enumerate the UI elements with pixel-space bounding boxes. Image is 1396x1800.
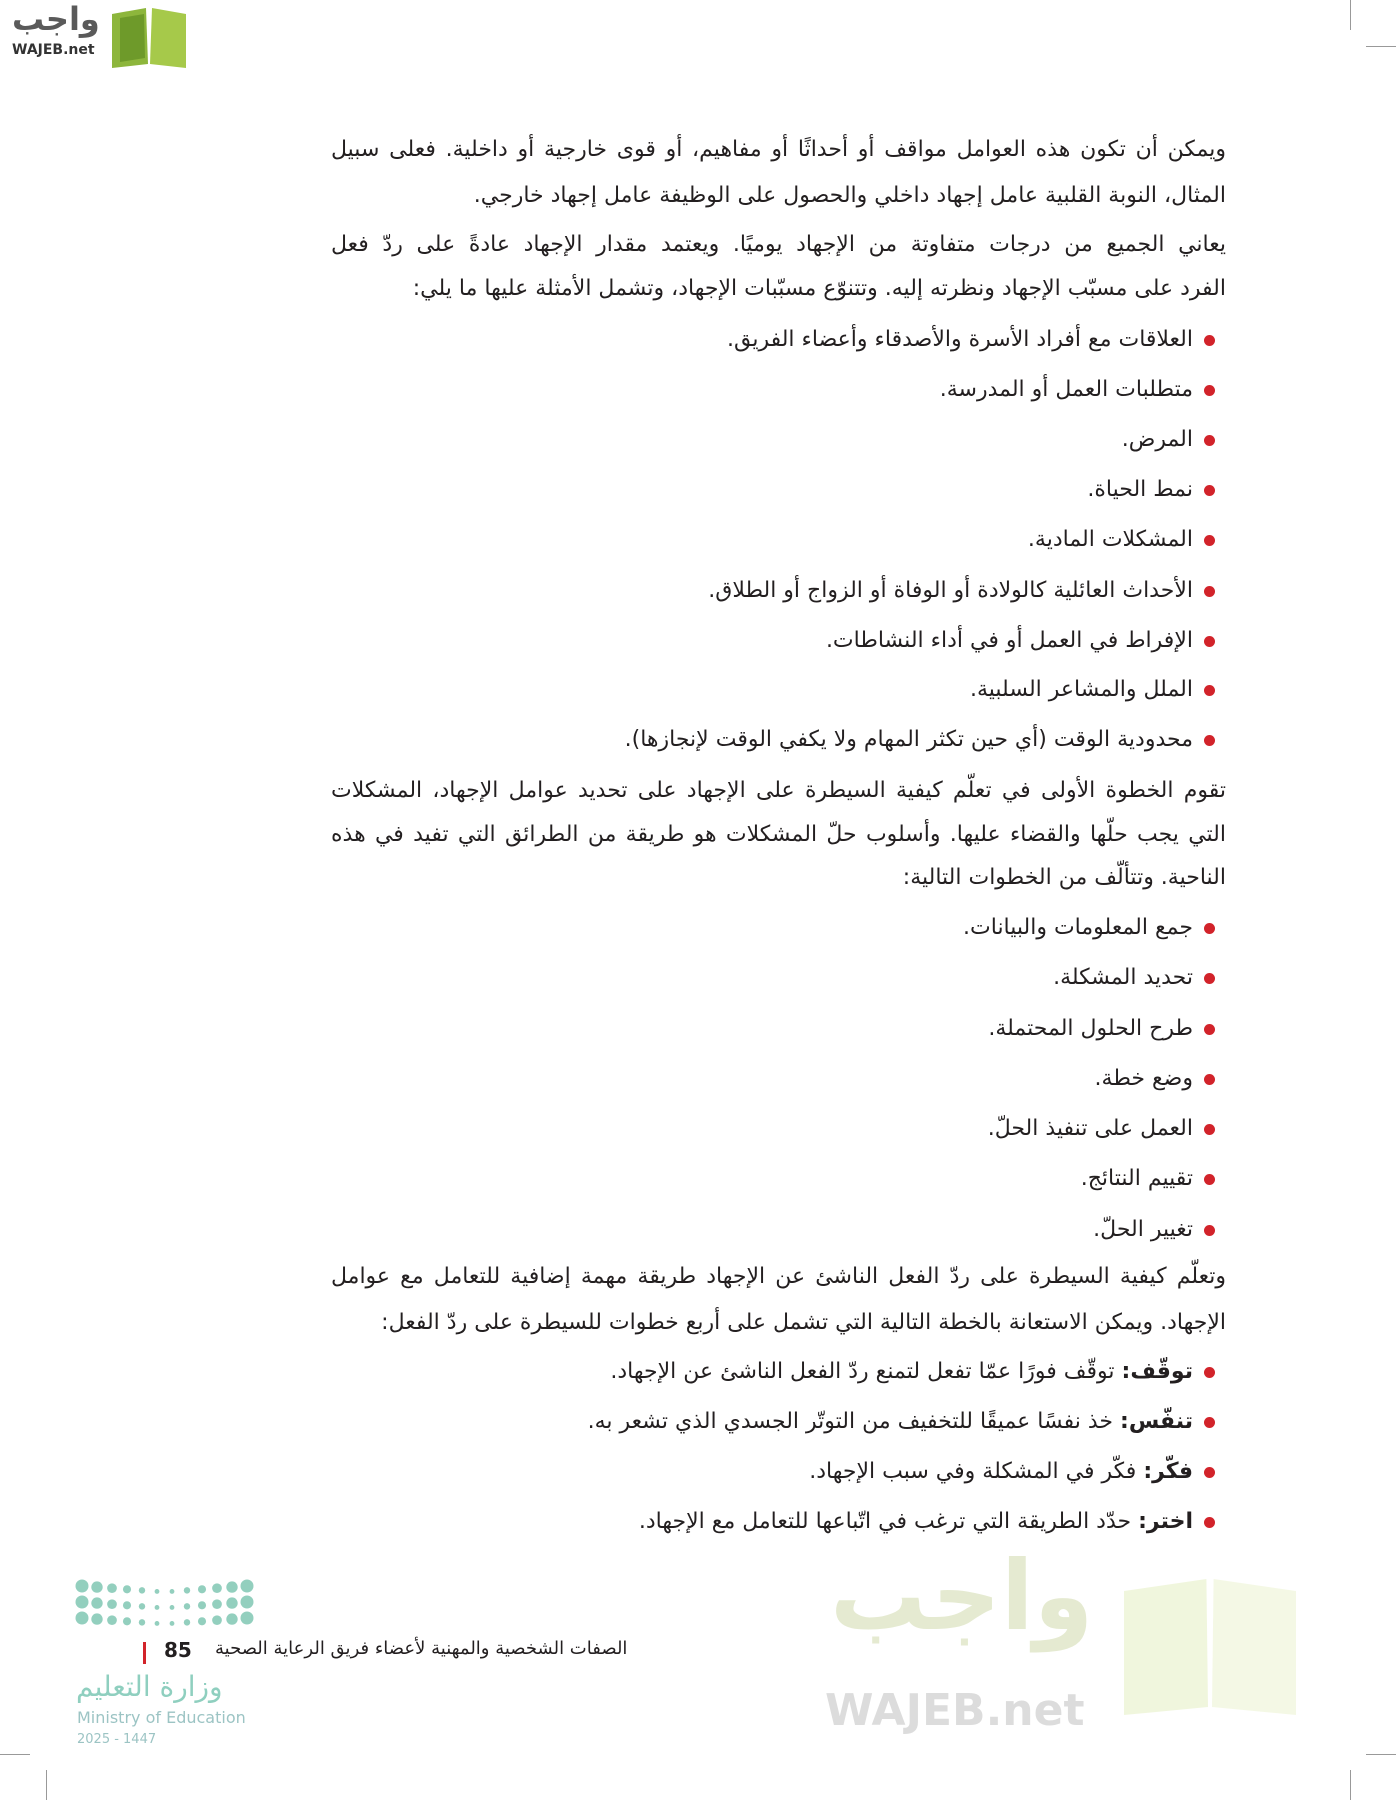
list-item [809, 1455, 1193, 1489]
list-item [970, 673, 1193, 707]
list-item-text: تقييم النتائج. [1080, 1166, 1193, 1191]
list-item [625, 723, 1193, 757]
bullet-icon [1204, 685, 1215, 696]
paragraph-line: الإجهاد. ويمكن الاستعانة بالخطة التالية التي تشمل على أربع خطوات للسيطرة على ردّ الفعل: [381, 1310, 1226, 1335]
list-item [639, 1505, 1193, 1539]
list-item-text: الأحداث العائلية كالولادة أو الوفاة أو الزواج أو الطلاق. [708, 578, 1193, 603]
list-item-label: توقّف: [1121, 1359, 1193, 1384]
list-item-text: توقّف فورًا عمّا تفعل لتمنع ردّ الفعل الناشئ عن الإجهاد. [610, 1359, 1122, 1384]
list-item [1093, 1213, 1193, 1247]
list-item-label: فكّر: [1143, 1459, 1193, 1484]
list-item [1028, 523, 1193, 557]
paragraph-line: تقوم الخطوة الأولى في تعلّم كيفية السيطرة على الإجهاد على تحديد عوامل الإجهاد، المشكلات [331, 778, 1226, 803]
bullet-icon [1204, 636, 1215, 647]
book-title: الصفات الشخصية والمهنية لأعضاء فريق الرعاية الصحية [215, 1638, 628, 1659]
bullet-icon [1204, 335, 1215, 346]
list-item-text: وضع خطة. [1094, 1066, 1193, 1091]
bullet-icon [1204, 485, 1215, 496]
list-item-label: اختر: [1138, 1509, 1193, 1534]
list-item-text: تحديد المشكلة. [1053, 965, 1193, 990]
list-item [1122, 423, 1193, 457]
list-item-text: نمط الحياة. [1087, 477, 1193, 502]
logo-dot [123, 1617, 131, 1625]
book-icon [108, 4, 190, 68]
bullet-icon [1204, 586, 1215, 597]
bullet-icon [1204, 1024, 1215, 1035]
logo-dot [184, 1603, 190, 1609]
list-item-text: المرض. [1121, 427, 1193, 452]
wajeb-logo [8, 0, 190, 68]
crop-mark [46, 1770, 47, 1800]
logo-dot [155, 1621, 160, 1626]
list-item [1053, 961, 1193, 995]
logo-dot [76, 1596, 89, 1609]
page-divider [143, 1642, 146, 1664]
logo-dot [107, 1615, 117, 1625]
list-item [826, 624, 1193, 658]
logo-dot [91, 1597, 102, 1608]
logo-dot [170, 1605, 175, 1610]
logo-dot [212, 1583, 222, 1593]
list-item-text: متطلبات العمل أو المدرسة. [939, 377, 1193, 402]
paragraph-line: يعاني الجميع من درجات متفاوتة من الإجهاد يوميًا. ويعتمد مقدار الإجهاد عادةً على ردّ فعل [331, 232, 1226, 257]
bullet-icon [1204, 1367, 1215, 1378]
list-item-text: طرح الحلول المحتملة. [988, 1016, 1193, 1041]
list-item-text: الإفراط في العمل أو في أداء النشاطات. [825, 628, 1193, 653]
logo-dot [107, 1583, 117, 1593]
logo-dot [155, 1589, 160, 1594]
bullet-icon [1204, 1124, 1215, 1135]
logo-dot [241, 1596, 254, 1609]
ministry-arabic: وزارة التعليم [76, 1670, 223, 1703]
logo-dot [170, 1589, 175, 1594]
watermark-arabic: واجب [830, 1540, 1094, 1652]
bullet-icon [1204, 1074, 1215, 1085]
list-item [1095, 1062, 1193, 1096]
logo-latin: WAJEB.net [12, 42, 95, 58]
paragraph-line: الناحية. وتتألّف من الخطوات التالية: [902, 865, 1226, 890]
bullet-icon [1204, 735, 1215, 746]
logo-dot [76, 1580, 89, 1593]
crop-mark [0, 1754, 30, 1755]
list-item-text: محدودية الوقت (أي حين تكثر المهام ولا يكفي الوقت لإنجازها). [624, 727, 1193, 752]
logo-dot [107, 1599, 117, 1609]
list-item-text: العمل على تنفيذ الحلّ. [987, 1116, 1193, 1141]
ministry-logo-dots [74, 1578, 254, 1638]
crop-mark [1366, 1754, 1396, 1755]
logo-dot [198, 1601, 206, 1609]
logo-dot [76, 1612, 89, 1625]
logo-dot [226, 1613, 237, 1624]
logo-dot [198, 1585, 206, 1593]
logo-dot [198, 1617, 206, 1625]
bullet-icon [1204, 1517, 1215, 1528]
bullet-icon [1204, 385, 1215, 396]
bullet-icon [1204, 1174, 1215, 1185]
watermark-book-icon [1120, 1570, 1300, 1720]
watermark [820, 1540, 1320, 1750]
logo-dot [91, 1581, 102, 1592]
list-item-text: جمع المعلومات والبيانات. [963, 915, 1193, 940]
list-item [1087, 473, 1193, 507]
list-item-text: خذ نفسًا عميقًا للتخفيف من التوتّر الجسدي الذي تشعر به. [587, 1409, 1121, 1434]
logo-dot [241, 1612, 254, 1625]
logo-dot [226, 1581, 237, 1592]
logo-arabic: واجب [12, 0, 100, 38]
bullet-icon [1204, 535, 1215, 546]
list-item [610, 1355, 1193, 1389]
list-item-text: حدّد الطريقة التي ترغب في اتّباعها للتعامل مع الإجهاد. [638, 1509, 1139, 1534]
list-item-text: الملل والمشاعر السلبية. [969, 677, 1193, 702]
bullet-icon [1204, 923, 1215, 934]
crop-mark [1350, 0, 1351, 30]
list-item-text: فكّر في المشكلة وفي سبب الإجهاد. [809, 1459, 1144, 1484]
list-item-label: تنفّس: [1120, 1409, 1193, 1434]
paragraph-line: ويمكن أن تكون هذه العوامل مواقف أو أحداثًا أو مفاهيم، أو قوى خارجية أو داخلية. فعلى سبيل [331, 137, 1226, 162]
bullet-icon [1204, 1467, 1215, 1478]
ministry-year: 2025 - 1447 [77, 1732, 157, 1747]
paragraph-line: المثال، النوبة القلبية عامل إجهاد داخلي والحصول على الوظيفة عامل إجهاد خارجي. [473, 183, 1226, 208]
list-item [940, 373, 1193, 407]
list-item [1081, 1162, 1193, 1196]
paragraph-line: التي يجب حلّها والقضاء عليها. وأسلوب حلّ المشكلات هو طريقة من الطرائق التي تفيد في هذه [331, 822, 1226, 847]
paragraph-line: وتعلّم كيفية السيطرة على ردّ الفعل الناشئ عن الإجهاد طريقة مهمة إضافية للتعامل مع عوامل [331, 1264, 1226, 1289]
list-item [708, 574, 1193, 608]
logo-dot [226, 1597, 237, 1608]
list-item [988, 1112, 1193, 1146]
logo-dot [139, 1619, 145, 1625]
ministry-english: Ministry of Education [77, 1708, 246, 1727]
logo-dot [139, 1603, 145, 1609]
list-item-text: تغيير الحلّ. [1093, 1217, 1193, 1242]
logo-dot [123, 1601, 131, 1609]
watermark-latin: WAJEB.net [825, 1685, 1085, 1736]
logo-dot [212, 1599, 222, 1609]
crop-mark [1350, 1770, 1351, 1800]
bullet-icon [1204, 435, 1215, 446]
bullet-icon [1204, 1417, 1215, 1428]
logo-dot [139, 1587, 145, 1593]
paragraph-line: الفرد على مسبّب الإجهاد ونظرته إليه. وتتنوّع مسبّبات الإجهاد، وتشمل الأمثلة عليها ما يلي: [412, 276, 1226, 301]
page-number: 85 [164, 1638, 192, 1662]
crop-mark [1366, 46, 1396, 47]
logo-dot [212, 1615, 222, 1625]
list-item [588, 1405, 1193, 1439]
bullet-icon [1204, 1225, 1215, 1236]
logo-dot [123, 1585, 131, 1593]
list-item [963, 911, 1193, 945]
logo-dot [184, 1619, 190, 1625]
list-item-text: العلاقات مع أفراد الأسرة والأصدقاء وأعضاء الفريق. [727, 327, 1193, 352]
logo-dot [155, 1605, 160, 1610]
list-item-text: المشكلات المادية. [1027, 527, 1193, 552]
logo-dot [91, 1613, 102, 1624]
logo-dot [170, 1621, 175, 1626]
list-item [727, 323, 1193, 357]
bullet-icon [1204, 973, 1215, 984]
list-item [988, 1012, 1193, 1046]
logo-dot [241, 1580, 254, 1593]
logo-dot [184, 1587, 190, 1593]
